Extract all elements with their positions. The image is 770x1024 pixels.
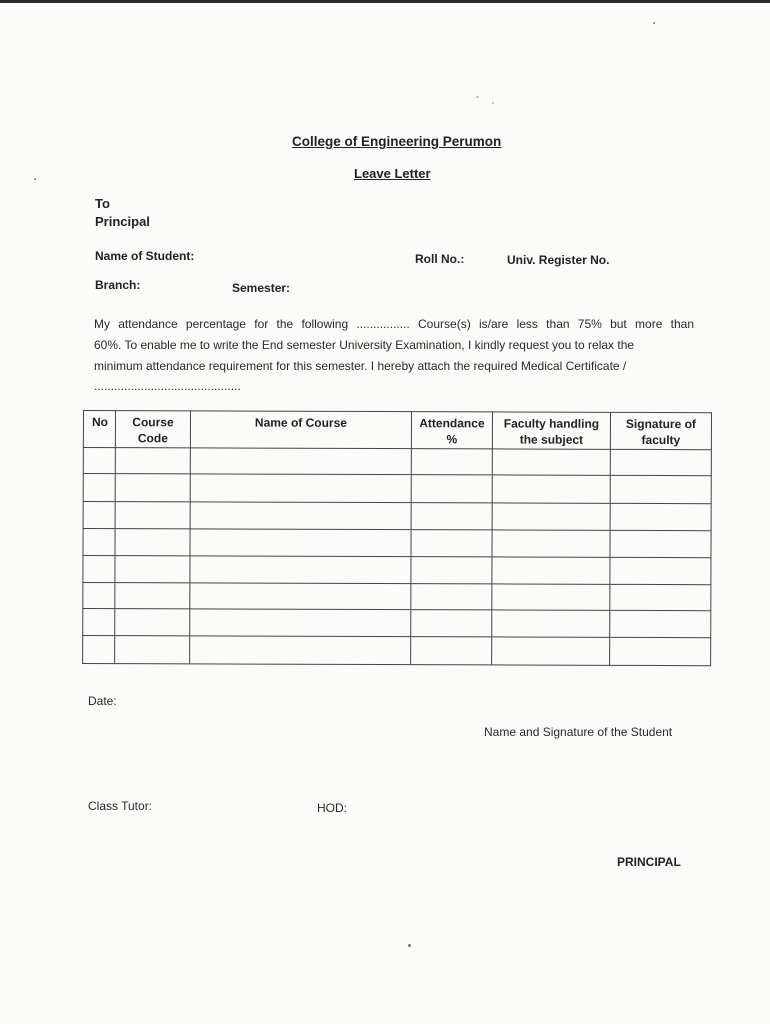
table-cell [610,637,711,665]
table-cell [411,503,492,530]
header-signature-of-faculty: Signature of faculty [610,412,711,449]
table-cell [492,584,610,610]
table-row [83,474,711,504]
addressee-to: To [95,196,110,211]
table-cell [83,529,115,556]
name-of-student-label: Name of Student: [95,249,195,263]
table-cell [83,448,115,474]
table-cell [610,530,711,557]
table-cell [115,448,190,474]
table-cell [190,529,411,557]
header-no: No [83,411,115,448]
table-cell [83,502,115,529]
header-attendance: Attendance % [411,412,492,449]
table-cell [411,557,492,584]
scan-edge-line [0,0,770,3]
table-row [83,529,711,558]
scan-speck [408,944,411,947]
header-course-code: Course Code [115,411,190,448]
table-cell [610,610,711,637]
table-cell [115,529,190,556]
table-cell [83,583,115,609]
table-cell [492,530,610,557]
table-cell [190,474,411,503]
courses-table [82,410,712,666]
paragraph-line: ............................................ [94,379,241,393]
paragraph-line: My attendance percentage for the following ................ Course(s) is/are less than 75% but more than [94,317,694,331]
date-label: Date: [88,694,117,708]
branch-label: Branch: [95,278,141,292]
table-row [83,448,711,476]
table-cell [115,556,190,583]
table-cell [492,610,610,637]
table-cell [115,502,190,529]
table-cell [190,583,411,610]
table-cell [83,556,115,583]
scan-speck [34,178,36,180]
table-cell [190,636,411,665]
univ-register-no-label: Univ. Register No. [507,253,610,267]
scan-speck [476,96,479,98]
college-name: College of Engineering Perumon [292,134,502,149]
table-row [83,502,711,531]
class-tutor-label: Class Tutor: [88,799,153,813]
table-cell [411,530,492,557]
table-cell [492,637,610,665]
table-row [83,609,711,638]
scan-speck [492,102,494,104]
table-cell [411,584,492,610]
table-cell [115,636,190,664]
table-cell [190,448,411,475]
semester-label: Semester: [232,281,291,295]
request-paragraph [94,314,694,395]
table-cell [610,449,711,475]
hod-label: HOD: [317,801,347,815]
principal-signature-label: PRINCIPAL [617,855,681,869]
table-cell [190,502,411,530]
student-signature-label: Name and Signature of the Student [484,725,673,739]
table-cell [83,474,115,502]
table-cell [610,503,711,530]
paragraph-line: 60%. To enable me to write the End semester University Examination, I kindly request you to relax the [94,338,635,352]
form-title: Leave Letter [354,166,431,181]
table-cell [115,474,190,502]
addressee-principal: Principal [95,214,150,229]
paragraph-line: minimum attendance requirement for this semester. I hereby attach the required Medical Certificate / [94,359,627,373]
table-header-row [83,411,711,450]
header-name-of-course: Name of Course [190,411,411,449]
table-cell [492,449,610,475]
table-cell [610,584,711,610]
table-row [83,583,711,611]
header-faculty-handling: Faculty handling the subject [492,412,610,449]
table-cell [190,556,411,584]
table-cell [492,557,610,584]
table-cell [411,449,492,475]
table-cell [190,609,411,637]
roll-no-label: Roll No.: [415,252,465,266]
table-cell [492,475,610,503]
table-cell [411,610,492,637]
table-cell [411,475,492,503]
table-cell [83,609,115,636]
scan-speck [653,22,655,24]
table-cell [610,475,711,503]
table-cell [115,583,190,609]
table-cell [115,609,190,636]
table-cell [411,637,492,665]
table-row [83,556,711,585]
table-cell [83,636,115,664]
table-row [83,636,711,666]
table-cell [492,503,610,530]
table-cell [610,557,711,584]
